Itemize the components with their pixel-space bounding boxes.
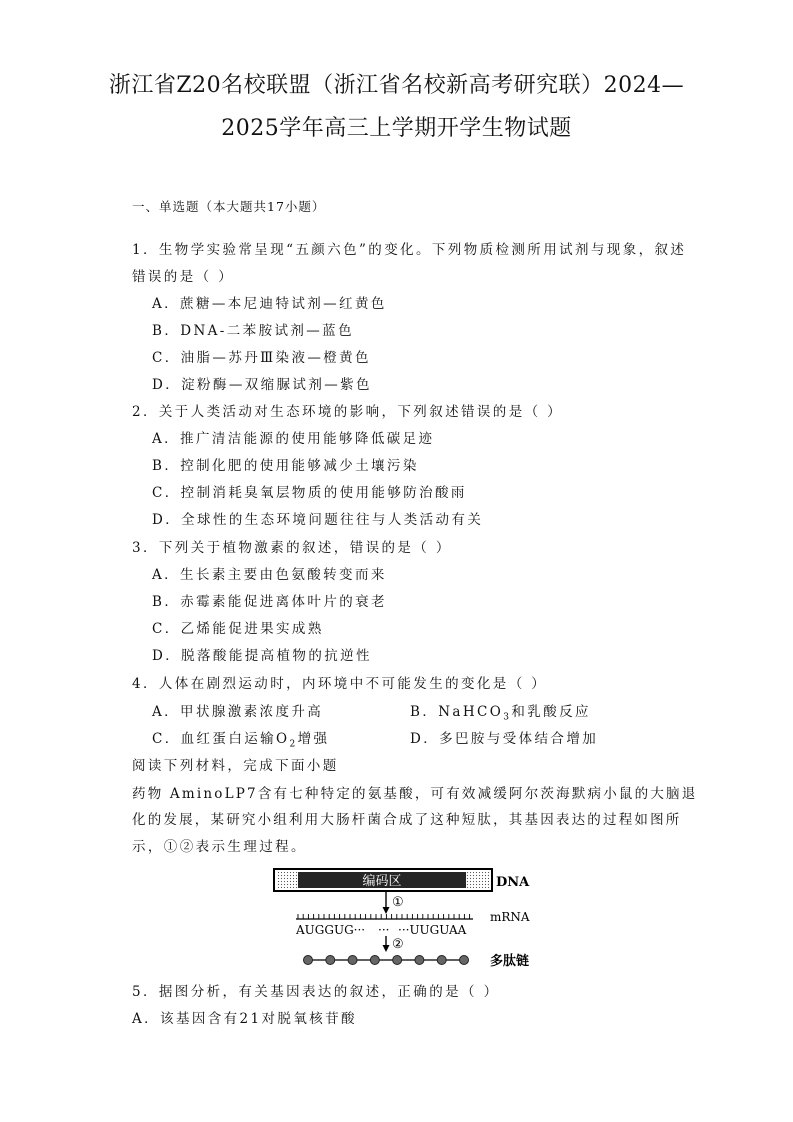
amino-acid-bead bbox=[415, 956, 424, 965]
q4-option-a: A．甲状腺激素浓度升高 bbox=[152, 704, 324, 720]
mrna-sequence-middle: ··· bbox=[378, 923, 390, 937]
mrna-sequence-right: ···UUGUAA bbox=[398, 923, 467, 937]
q4-option-d: D．多巴胺与受体结合增加 bbox=[410, 731, 599, 747]
gene-expression-diagram bbox=[268, 862, 548, 972]
q3-stem: 3．下列关于植物激素的叙述，错误的是（ ） bbox=[132, 540, 452, 556]
amino-acid-bead bbox=[460, 956, 469, 965]
mrna-label: mRNA bbox=[490, 910, 530, 924]
amino-acid-bead bbox=[304, 956, 313, 965]
q5-stem: 5．据图分析，有关基因表达的叙述，正确的是（ ） bbox=[132, 984, 500, 1000]
mrna-sequence-left: AUGGUG··· bbox=[296, 923, 366, 937]
polypeptide-chain bbox=[304, 956, 469, 965]
q1-stem-line1: 1．生物学实验常呈现“五颜六色”的变化。下列物质检测所用试剂与现象，叙述 bbox=[132, 242, 687, 258]
dna-strand bbox=[274, 869, 492, 891]
step-2-label: ② bbox=[392, 937, 404, 952]
mrna-strand bbox=[296, 914, 473, 919]
material-paragraph-line2: 化的发展，某研究小组利用大肠杆菌合成了这种短肽，其基因表达的过程如图所 bbox=[132, 812, 682, 828]
material-paragraph-line1: 药物 AminoLP7含有七种特定的氨基酸，可有效减缓阿尔茨海默病小鼠的大脑退 bbox=[132, 786, 698, 802]
q2-option-d: D．全球性的生态环境问题往往与人类活动有关 bbox=[152, 512, 484, 528]
amino-acid-bead bbox=[348, 956, 357, 965]
q4-stem: 4．人体在剧烈运动时，内环境中不可能发生的变化是（ ） bbox=[132, 676, 548, 692]
q3-option-d: D．脱落酸能提高植物的抗逆性 bbox=[152, 648, 372, 664]
q1-stem-line2: 错误的是（ ） bbox=[132, 269, 235, 285]
q1-option-d: D．淀粉酶—双缩脲试剂—紫色 bbox=[152, 377, 372, 393]
material-paragraph-line3: 示，①②表示生理过程。 bbox=[132, 839, 307, 855]
section-heading: 一、单选题（本大题共17小题） bbox=[132, 199, 326, 214]
q1-option-a: A．蔗糖—本尼迪特试剂—红黄色 bbox=[152, 296, 387, 312]
q3-option-b: B．赤霉素能促进离体叶片的衰老 bbox=[152, 594, 387, 610]
q3-option-c: C．乙烯能促进果实成熟 bbox=[152, 621, 324, 637]
amino-acid-bead bbox=[437, 956, 446, 965]
polypeptide-label: 多肽链 bbox=[490, 954, 530, 969]
title-line-2: 2025学年高三上学期开学生物试题 bbox=[221, 116, 572, 141]
title-line-1: 浙江省Z20名校联盟（浙江省名校新高考研究联）2024— bbox=[108, 73, 685, 98]
dna-label: DNA bbox=[496, 875, 530, 890]
amino-acid-bead bbox=[370, 956, 379, 965]
step-1-label: ① bbox=[392, 895, 404, 910]
q1-option-c: C．油脂—苏丹Ⅲ染液—橙黄色 bbox=[152, 350, 371, 366]
amino-acid-bead bbox=[393, 956, 402, 965]
q2-option-b: B．控制化肥的使用能够减少土壤污染 bbox=[152, 458, 419, 474]
q2-stem: 2．关于人类活动对生态环境的影响，下列叙述错误的是（ ） bbox=[132, 404, 564, 420]
q3-option-a: A．生长素主要由色氨酸转变而来 bbox=[152, 567, 387, 583]
q4-option-b: B．NaHCO$_3$和乳酸反应 bbox=[410, 704, 591, 723]
coding-region-label: 编码区 bbox=[362, 874, 402, 889]
q4-option-c: C．血红蛋白运输$O_2$增强 bbox=[152, 731, 330, 750]
q1-option-b: B．DNA-二苯胺试剂—蓝色 bbox=[152, 323, 354, 339]
q2-option-c: C．控制消耗臭氧层物质的使用能够防治酸雨 bbox=[152, 485, 467, 501]
amino-acid-bead bbox=[326, 956, 335, 965]
q5-option-a: A．该基因含有21对脱氧核苷酸 bbox=[132, 1011, 357, 1027]
material-intro: 阅读下列材料，完成下面小题 bbox=[132, 758, 339, 774]
q2-option-a: A．推广清洁能源的使用能够降低碳足迹 bbox=[152, 431, 435, 447]
page-title bbox=[60, 64, 733, 150]
